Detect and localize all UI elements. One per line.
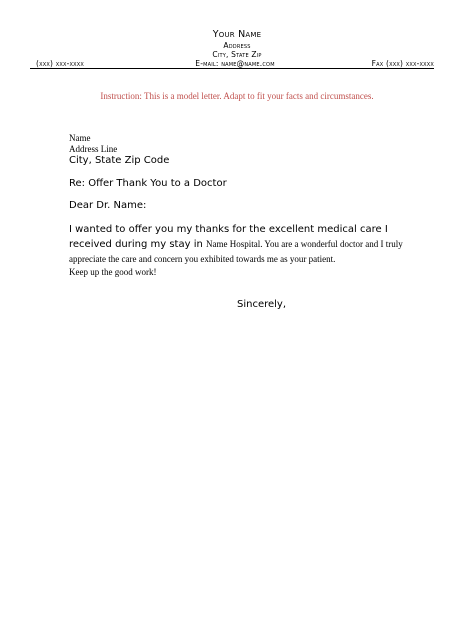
letterhead-email: E-mail: name@name.com xyxy=(195,59,275,68)
body-paragraph xyxy=(69,221,414,266)
recipient-city: City, State Zip Code xyxy=(69,155,170,166)
letterhead-address: Address xyxy=(223,41,251,50)
instruction-note: Instruction: This is a model letter. Adapt to fit your facts and circumstances. xyxy=(100,91,374,101)
letterhead-phone: (xxx) xxx-xxxx xyxy=(36,59,84,68)
letterhead-name: Your Name xyxy=(212,29,262,40)
salutation: Dear Dr. Name: xyxy=(69,200,147,211)
re-line: Re: Offer Thank You to a Doctor xyxy=(69,178,227,189)
recipient-name: Name xyxy=(69,133,91,143)
letterhead-divider xyxy=(30,68,434,69)
body-text-part1: I wanted to offer you my thanks for the excellent medical care I received during my stay in xyxy=(69,224,388,250)
closing-paragraph: Keep up the good work! xyxy=(69,267,157,277)
recipient-address: Address Line xyxy=(69,144,118,154)
letterhead-city: City, State Zip xyxy=(212,50,262,59)
body-text-part2: Name Hospital. You are a wonderful doctor and I truly appreciate the care and concern you exhibited towards me as your patient. xyxy=(69,239,403,264)
letterhead-fax: Fax (xxx) xxx-xxxx xyxy=(371,59,434,68)
sign-off: Sincerely, xyxy=(237,299,287,310)
